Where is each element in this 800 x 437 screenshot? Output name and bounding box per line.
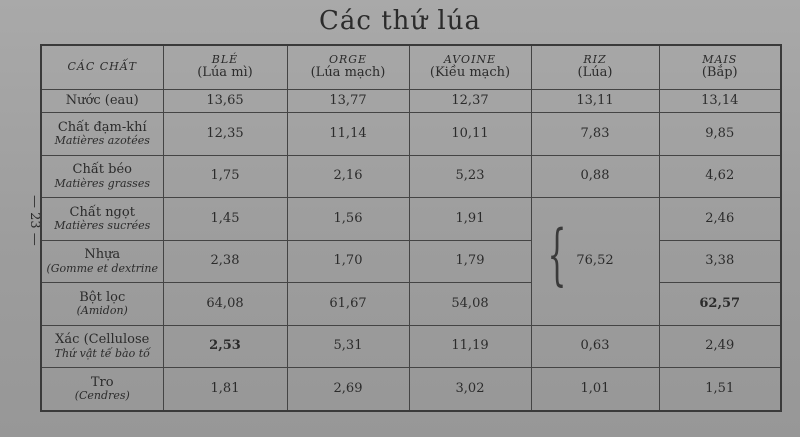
- cell: 1,56: [287, 198, 409, 241]
- cell: 5,23: [409, 155, 531, 198]
- cell: 12,37: [409, 89, 531, 113]
- cell: 7,83: [531, 113, 659, 156]
- cell: 13,77: [287, 89, 409, 113]
- header-mais: MAIS (Bắp): [659, 45, 781, 89]
- header-ble: BLÉ (Lúa mì): [163, 45, 287, 89]
- cell: 1,70: [287, 240, 409, 283]
- row-label: Bột lọc (Amidon): [41, 283, 163, 326]
- table-header-row: [41, 45, 781, 89]
- cell: 2,16: [287, 155, 409, 198]
- table-row: [41, 368, 781, 411]
- cell: 10,11: [409, 113, 531, 156]
- cell: 61,67: [287, 283, 409, 326]
- cell: 11,19: [409, 325, 531, 368]
- cell: 1,01: [531, 368, 659, 411]
- header-orge: ORGE (Lúa mạch): [287, 45, 409, 89]
- cell: 5,31: [287, 325, 409, 368]
- row-label: Nước (eau): [41, 89, 163, 113]
- header-row-label: CÁC CHẤT: [41, 45, 163, 89]
- cell: 2,38: [163, 240, 287, 283]
- table-row: [41, 155, 781, 198]
- header-riz: RIZ (Lúa): [531, 45, 659, 89]
- cell: 9,85: [659, 113, 781, 156]
- table-row: [41, 325, 781, 368]
- cell: 1,51: [659, 368, 781, 411]
- row-label: Xác (Cellulose Thứ vật tế bào tố: [41, 325, 163, 368]
- row-label: Chất ngọt Matières sucrées: [41, 198, 163, 241]
- cell: 0,88: [531, 155, 659, 198]
- cell: 1,79: [409, 240, 531, 283]
- cell: 1,91: [409, 198, 531, 241]
- page-number: — 23 —: [27, 194, 42, 246]
- cell: 3,38: [659, 240, 781, 283]
- header-avoine: AVOINE (Kiều mạch): [409, 45, 531, 89]
- cell: 2,49: [659, 325, 781, 368]
- table-row: [41, 113, 781, 156]
- cell: 1,45: [163, 198, 287, 241]
- cell: 11,14: [287, 113, 409, 156]
- cell: 64,08: [163, 283, 287, 326]
- table-row: [41, 89, 781, 113]
- composition-table: [40, 44, 782, 412]
- cell: 1,81: [163, 368, 287, 411]
- cell: 2,46: [659, 198, 781, 241]
- cell: 13,14: [659, 89, 781, 113]
- page-title: Các thứ lúa: [319, 6, 481, 36]
- cell: 54,08: [409, 283, 531, 326]
- table-row: [41, 283, 781, 326]
- cell: 62,57: [659, 283, 781, 326]
- cell: 3,02: [409, 368, 531, 411]
- riz-merged-cell: 76,52: [531, 198, 659, 326]
- cell: 13,11: [531, 89, 659, 113]
- row-label: Tro (Cendres): [41, 368, 163, 411]
- row-label: Chất đạm-khí Matières azotées: [41, 113, 163, 156]
- cell: 12,35: [163, 113, 287, 156]
- table-row: [41, 240, 781, 283]
- cell: 0,63: [531, 325, 659, 368]
- cell: 1,75: [163, 155, 287, 198]
- cell: 4,62: [659, 155, 781, 198]
- row-label: Nhựa (Gomme et dextrine: [41, 240, 163, 283]
- cell: 2,69: [287, 368, 409, 411]
- cell: 13,65: [163, 89, 287, 113]
- curly-brace: {: [547, 216, 567, 293]
- table-row: [41, 198, 781, 241]
- cell: 2,53: [163, 325, 287, 368]
- row-label: Chất béo Matières grasses: [41, 155, 163, 198]
